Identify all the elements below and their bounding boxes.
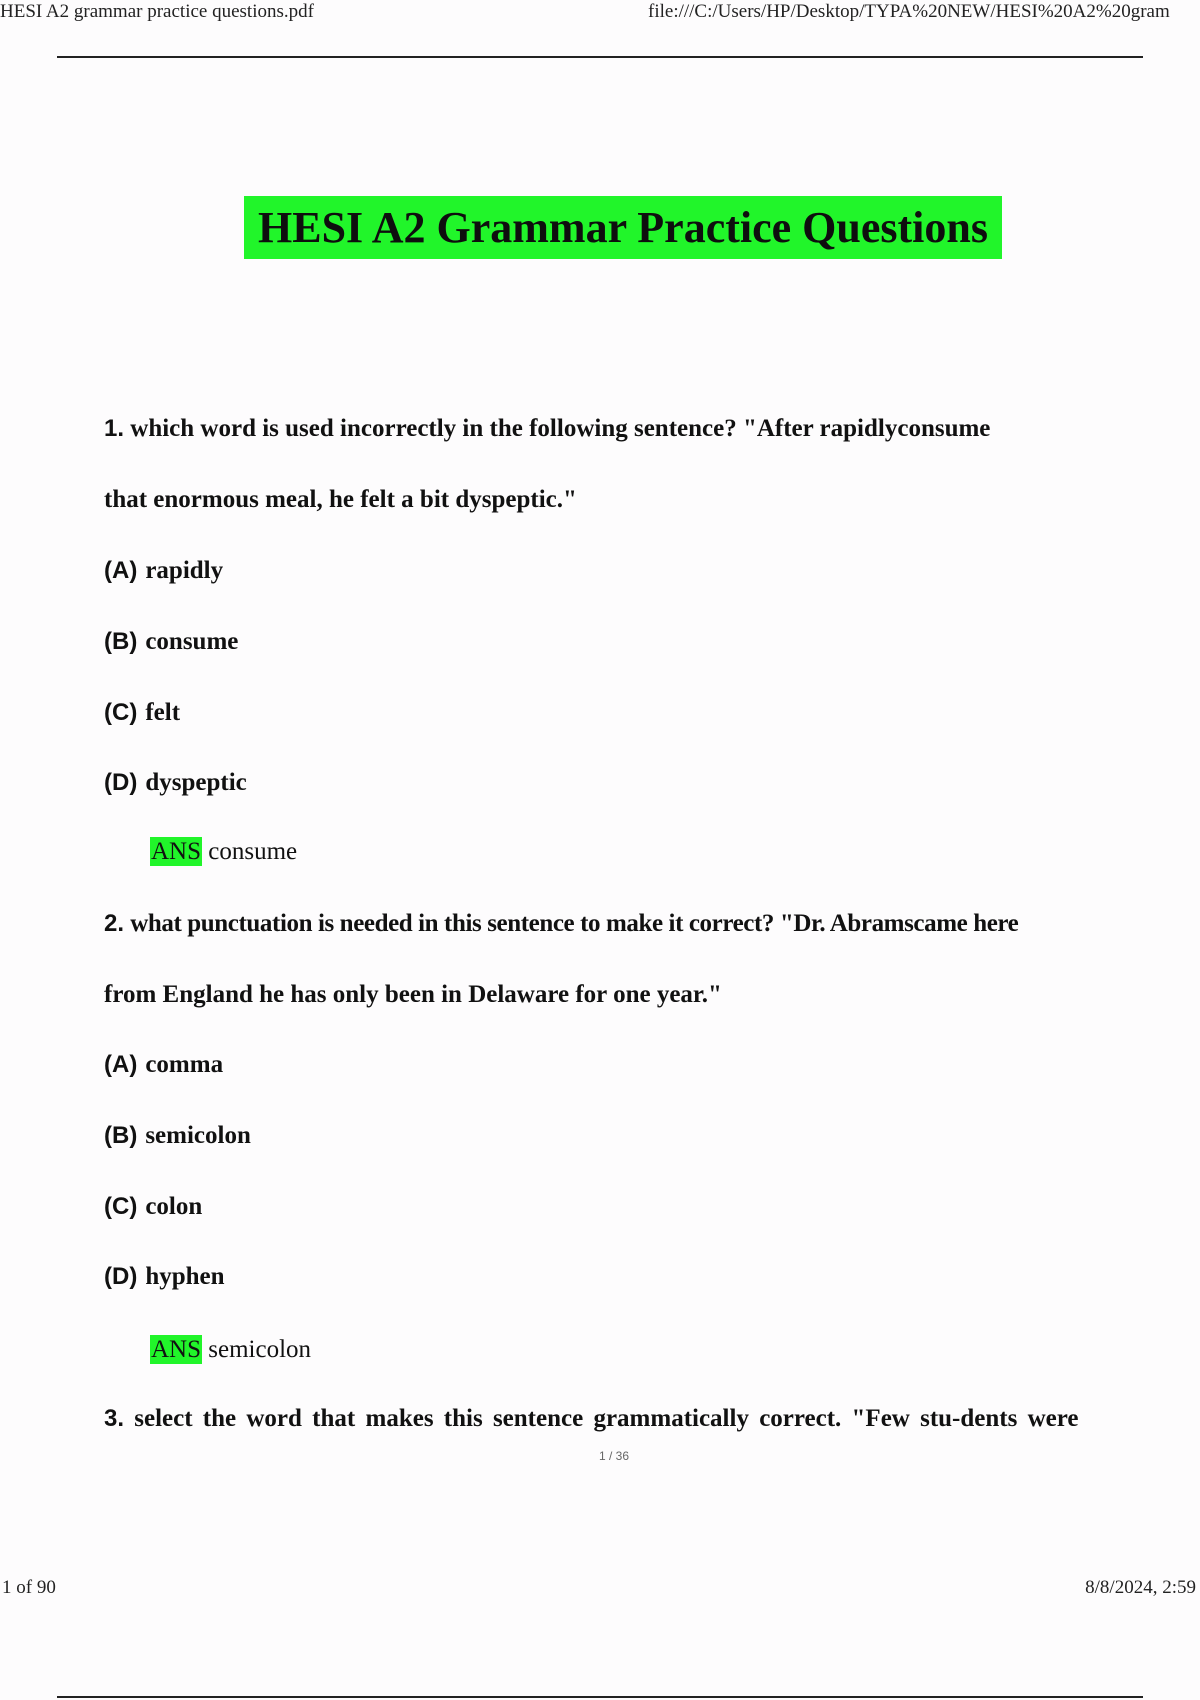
option-text: colon (145, 1193, 203, 1220)
question-text: select the word that makes this sentence grammatically correct. "Few stu-dents were (134, 1405, 1079, 1432)
question-number: 1. (104, 415, 125, 442)
answer-1 (150, 838, 297, 866)
question-2-line-1 (104, 910, 1018, 938)
option-c (104, 699, 180, 727)
header-divider (57, 56, 1143, 58)
question-text: what punctuation is needed in this sentence to make it correct? "Dr. Abramscame here (130, 910, 1019, 937)
option-letter: (B) (104, 628, 138, 655)
option-d (104, 1263, 225, 1291)
document-title: HESI A2 grammar practice questions.pdf (0, 1, 314, 22)
question-3-line-1 (104, 1405, 1079, 1433)
page-indicator: 1 / 36 (598, 1449, 630, 1463)
question-number: 3. (104, 1405, 125, 1432)
question-text: from England he has only been in Delaware for one year." (104, 981, 722, 1008)
option-letter: (D) (104, 769, 138, 796)
option-text: hyphen (145, 1263, 225, 1290)
question-1-line-1 (104, 415, 990, 443)
option-letter: (C) (104, 699, 138, 726)
footer-divider (57, 1696, 1143, 1698)
option-text: dyspeptic (145, 769, 247, 796)
option-letter: (D) (104, 1263, 138, 1290)
option-text: semicolon (145, 1122, 251, 1149)
option-a (104, 557, 223, 585)
option-b (104, 628, 238, 656)
answer-2 (150, 1336, 311, 1364)
option-letter: (A) (104, 1051, 138, 1078)
answer-text: consume (208, 838, 298, 865)
option-d (104, 769, 247, 797)
option-text: consume (145, 628, 239, 655)
option-letter: (B) (104, 1122, 138, 1149)
option-letter: (C) (104, 1193, 138, 1220)
option-text: comma (145, 1051, 224, 1078)
answer-label: ANS (151, 1336, 202, 1363)
document-url: file:///C:/Users/HP/Desktop/TYPA%20NEW/HESI%20A2%20gram (648, 1, 1170, 22)
question-1-line-2 (104, 486, 577, 514)
answer-text: semicolon (208, 1336, 312, 1363)
question-text: which word is used incorrectly in the following sentence? "After rapidlyconsume (130, 415, 991, 442)
question-text: that enormous meal, he felt a bit dyspeptic." (104, 486, 577, 513)
print-datetime: 8/8/2024, 2:59 (1085, 1577, 1196, 1598)
page-title: HESI A2 Grammar Practice Questions (244, 196, 1002, 259)
question-2-line-2 (104, 981, 722, 1009)
option-letter: (A) (104, 557, 138, 584)
print-page-count: 1 of 90 (2, 1577, 56, 1598)
question-number: 2. (104, 910, 125, 937)
option-text: rapidly (145, 557, 224, 584)
option-c (104, 1193, 202, 1221)
answer-label: ANS (151, 838, 202, 865)
option-b (104, 1122, 251, 1150)
option-text: felt (145, 699, 181, 726)
option-a (104, 1051, 223, 1079)
